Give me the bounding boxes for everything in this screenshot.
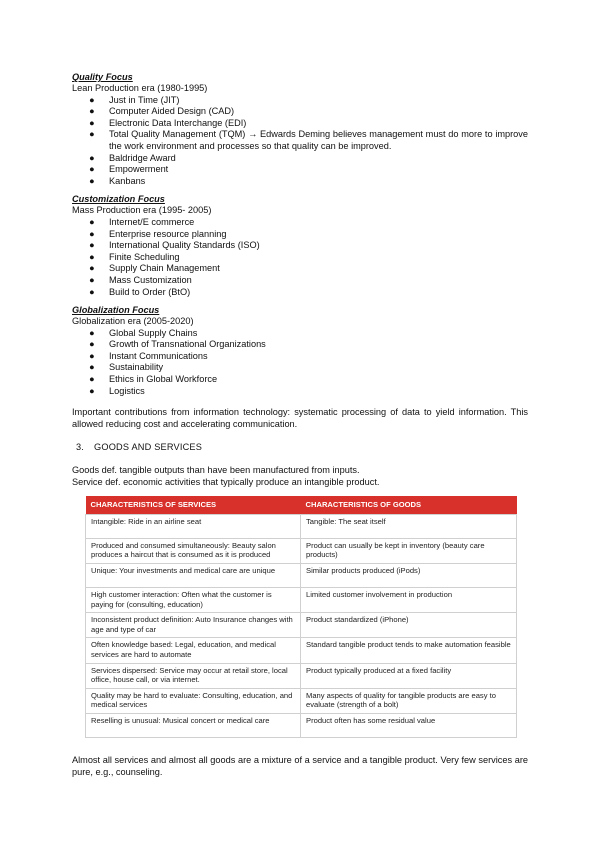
table-cell: Often knowledge based: Legal, education, and medical services are hard to automate	[86, 638, 301, 663]
table-row	[86, 688, 517, 713]
table-cell: Reselling is unusual: Musical concert or medical care	[86, 713, 301, 737]
table-cell: Many aspects of quality for tangible products are easy to evaluate (strength of a bolt)	[301, 688, 517, 713]
table-cell: Unique: Your investments and medical care are unique	[86, 564, 301, 588]
list-item: ● International Quality Standards (ISO)	[89, 240, 260, 251]
bullet-icon: ●	[89, 106, 95, 117]
bullet-icon: ●	[89, 164, 95, 175]
bullet-icon: ●	[89, 129, 95, 140]
table-cell: Quality may be hard to evaluate: Consulting, education, and medical services	[86, 688, 301, 713]
list-item: ● Computer Aided Design (CAD)	[89, 106, 235, 117]
list-item: ● Total Quality Management (TQM) → Edwards Deming believes management must do more to improve the work environment and processes so that quality can be improved.	[89, 129, 528, 151]
list-item: ● Sustainability	[89, 362, 164, 373]
bullet-list	[72, 95, 528, 188]
bullet-list	[72, 328, 528, 398]
table-row	[86, 638, 517, 663]
table-cell: Services dispersed: Service may occur at retail store, local office, house call, or via internet.	[86, 663, 301, 688]
bullet-icon: ●	[89, 327, 95, 338]
table-header-goods: CHARACTERISTICS OF GOODS	[301, 496, 517, 514]
table-cell: Produced and consumed simultaneously: Beauty salon produces a haircut that is consumed as it is produced	[86, 538, 301, 563]
list-item: ● Growth of Transnational Organizations	[89, 339, 266, 350]
bullet-icon: ●	[89, 274, 95, 285]
table-cell: Inconsistent product definition: Auto Insurance changes with age and type of car	[86, 613, 301, 638]
bullet-icon: ●	[89, 385, 95, 396]
list-item: ● Internet/E commerce	[89, 216, 195, 227]
list-item: ● Instant Communications	[89, 350, 208, 361]
section-title: Quality Focus	[72, 72, 133, 82]
table-cell: Product often has some residual value	[301, 713, 517, 737]
bullet-icon: ●	[89, 152, 95, 163]
table-row	[86, 713, 517, 737]
list-item: ● Enterprise resource planning	[89, 228, 227, 239]
bullet-icon: ●	[89, 216, 95, 227]
list-item: ● Mass Customization	[89, 274, 192, 285]
table-cell: Standard tangible product tends to make automation feasible	[301, 638, 517, 663]
table-cell: Product can usually be kept in inventory (beauty care products)	[301, 538, 517, 563]
heading-number: 3.	[76, 442, 85, 453]
definitions	[72, 465, 528, 488]
section-title: Customization Focus	[72, 194, 165, 205]
list-item: ● Global Supply Chains	[89, 327, 198, 338]
characteristics-table	[85, 496, 517, 738]
paragraph-it-contributions: Important contributions from information technology: systematic processing of data to yield information. This allowed reducing cost and accelerating communication.	[72, 407, 528, 429]
list-item: ● Finite Scheduling	[89, 251, 180, 262]
table-cell: Limited customer involvement in production	[301, 588, 517, 613]
list-item: ● Electronic Data Interchange (EDI)	[89, 117, 247, 128]
table-row	[86, 564, 517, 588]
table-cell: Product standardized (iPhone)	[301, 613, 517, 638]
section-heading	[72, 442, 528, 454]
bullet-icon: ●	[89, 240, 95, 251]
table-cell: High customer interaction: Often what the customer is paying for (consulting, education)	[86, 588, 301, 613]
table-row	[86, 514, 517, 538]
table-row	[86, 538, 517, 563]
paragraph-mixture: Almost all services and almost all goods are a mixture of a service and a tangible product. Very few services are pure, e.g., counseling.	[72, 754, 528, 777]
bullet-icon: ●	[89, 117, 95, 128]
era-label: Mass Production era (1995- 2005)	[72, 205, 212, 216]
heading-text: GOODS AND SERVICES	[94, 442, 203, 453]
list-item: ● Logistics	[89, 385, 145, 396]
bullet-icon: ●	[89, 374, 95, 385]
bullet-icon: ●	[89, 286, 95, 297]
table-row	[86, 588, 517, 613]
list-item: ● Supply Chain Management	[89, 263, 220, 274]
bullet-icon: ●	[89, 94, 95, 105]
table-row	[86, 613, 517, 638]
list-item: ● Baldridge Award	[89, 152, 176, 163]
bullet-icon: ●	[89, 263, 95, 274]
section-customization	[72, 193, 528, 298]
list-item: ● Empowerment	[89, 164, 169, 175]
table-cell: Intangible: Ride in an airline seat	[86, 514, 301, 538]
list-item: ● Kanbans	[89, 175, 146, 186]
table-cell: Tangible: The seat itself	[301, 514, 517, 538]
bullet-icon: ●	[89, 362, 95, 373]
bullet-icon: ●	[89, 251, 95, 262]
service-definition: Service def. economic activities that typically produce an intangible product.	[72, 476, 380, 487]
bullet-list	[72, 217, 528, 298]
table-header-services: CHARACTERISTICS OF SERVICES	[86, 496, 301, 514]
section-globalization	[72, 304, 528, 397]
bullet-icon: ●	[89, 339, 95, 350]
table-header-row	[86, 496, 517, 514]
list-item: ● Build to Order (BtO)	[89, 286, 191, 297]
section-quality	[72, 71, 528, 187]
era-label: Lean Production era (1980-1995)	[72, 83, 208, 93]
bullet-icon: ●	[89, 175, 95, 186]
goods-definition: Goods def. tangible outputs than have been manufactured from inputs.	[72, 465, 360, 476]
table-row	[86, 663, 517, 688]
list-item: ● Ethics in Global Workforce	[89, 374, 218, 385]
section-title: Globalization Focus	[72, 305, 160, 316]
bullet-icon: ●	[89, 228, 95, 239]
table-cell: Product typically produced at a fixed facility	[301, 663, 517, 688]
list-item: ● Just in Time (JIT)	[89, 94, 180, 105]
table-cell: Similar products produced (iPods)	[301, 564, 517, 588]
era-label: Globalization era (2005-2020)	[72, 316, 194, 327]
bullet-icon: ●	[89, 350, 95, 361]
